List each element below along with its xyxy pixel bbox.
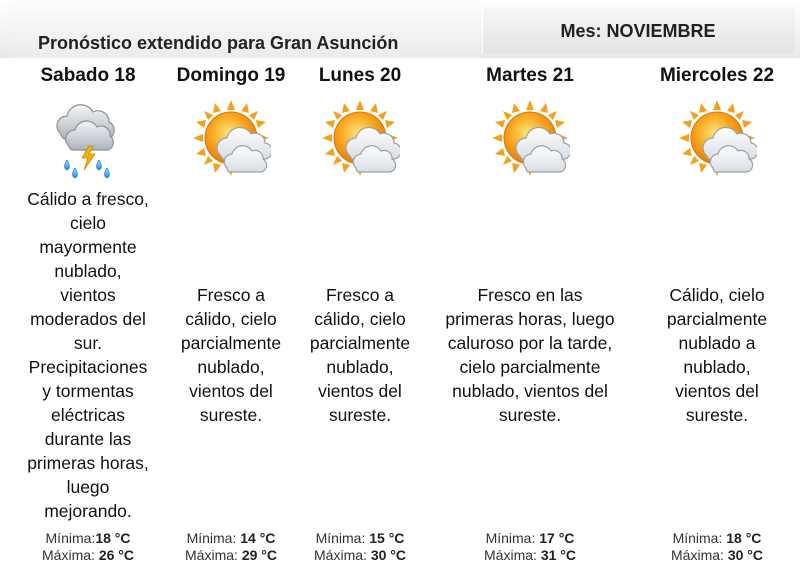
min-temp-value: 17 °C [539,530,575,546]
description-line: nublado, vientos del [452,381,608,401]
max-temp-label: Máxima: [314,547,367,563]
description-line: parcialmente [180,333,282,353]
min-temp-value: 18 °C [726,530,762,546]
description-line: y tormentas [42,381,134,401]
description-line: primeras horas, [27,453,149,473]
max-temp-label: Máxima: [484,547,537,563]
description-line: cielo parcialmente [459,357,601,377]
description-line: moderados del [30,309,146,329]
description-line: luego [66,477,110,497]
description-line: nublado, [197,357,265,377]
temperature-range [298,530,422,564]
description-line: durante las [44,429,132,449]
forecast-description [644,283,790,427]
min-temp-value: 18 °C [95,530,131,546]
description-line: vientos del [189,381,273,401]
forecast-day-sunday-text [164,0,298,581]
description-line: vientos del [318,381,402,401]
min-temp-label: Mínima: [485,530,536,546]
temperature-range [12,530,164,564]
temperature-range [644,530,790,564]
min-temp-label: Mínima: [45,530,96,546]
max-temp-value: 31 °C [540,547,576,563]
description-line: Cálido a fresco, [27,189,149,209]
description-line: sureste. [685,405,749,425]
description-line: sureste. [328,405,392,425]
day-name: Lunes 20 [318,65,402,86]
description-line: cálido, cielo [185,309,277,329]
month-label: Mes: NOVIEMBRE [560,21,716,41]
max-temp-label: Máxima: [671,547,724,563]
max-temp-value: 29 °C [241,547,277,563]
forecast-description [428,283,632,427]
max-temp-value: 26 °C [98,547,134,563]
temperature-range [164,530,298,564]
page-title: Pronóstico extendido para Gran Asunción [38,33,399,53]
description-line: caluroso por la tarde, [447,333,613,353]
min-temp-label: Mínima: [672,530,723,546]
description-line: nublado a [678,333,756,353]
description-line: nublado, [683,357,751,377]
description-line: mejorando. [44,501,132,521]
temperature-range [428,530,632,564]
description-line: vientos del [675,381,759,401]
forecast-description [298,283,422,427]
description-line: eléctricas [51,405,125,425]
min-temp-label: Mínima: [315,530,366,546]
description-line: vientos [60,285,116,305]
description-line: cielo [70,213,106,233]
day-name: Miercoles 22 [659,65,775,86]
description-line: sur. [73,333,103,353]
description-line: parcialmente [666,309,768,329]
description-line: Fresco a [325,285,395,305]
max-temp-value: 30 °C [370,547,406,563]
forecast-description [12,187,164,523]
min-temp-label: Mínima: [186,530,237,546]
forecast-day-monday-text [298,0,422,581]
description-line: mayormente [39,237,137,257]
description-line: Fresco a [196,285,266,305]
description-line: Cálido, cielo [669,285,765,305]
description-line: sureste. [199,405,263,425]
forecast-day-wednesday-text [644,0,790,581]
description-line: primeras horas, luego [445,309,615,329]
description-line: parcialmente [309,333,411,353]
forecast-day-saturday-text [12,0,164,581]
forecast-description [164,283,298,427]
day-name: Domingo 19 [176,65,286,86]
description-line: Fresco en las [477,285,583,305]
description-line: nublado, [54,261,122,281]
day-name: Martes 21 [486,65,574,86]
day-name: Sabado 18 [40,65,136,86]
description-line: sureste. [498,405,562,425]
forecast-day-tuesday-text [428,0,632,581]
max-temp-label: Máxima: [42,547,95,563]
min-temp-value: 15 °C [369,530,405,546]
min-temp-value: 14 °C [240,530,276,546]
description-line: cálido, cielo [314,309,406,329]
description-line: Precipitaciones [28,357,148,377]
description-line: nublado, [326,357,394,377]
max-temp-value: 30 °C [727,547,763,563]
max-temp-label: Máxima: [185,547,238,563]
